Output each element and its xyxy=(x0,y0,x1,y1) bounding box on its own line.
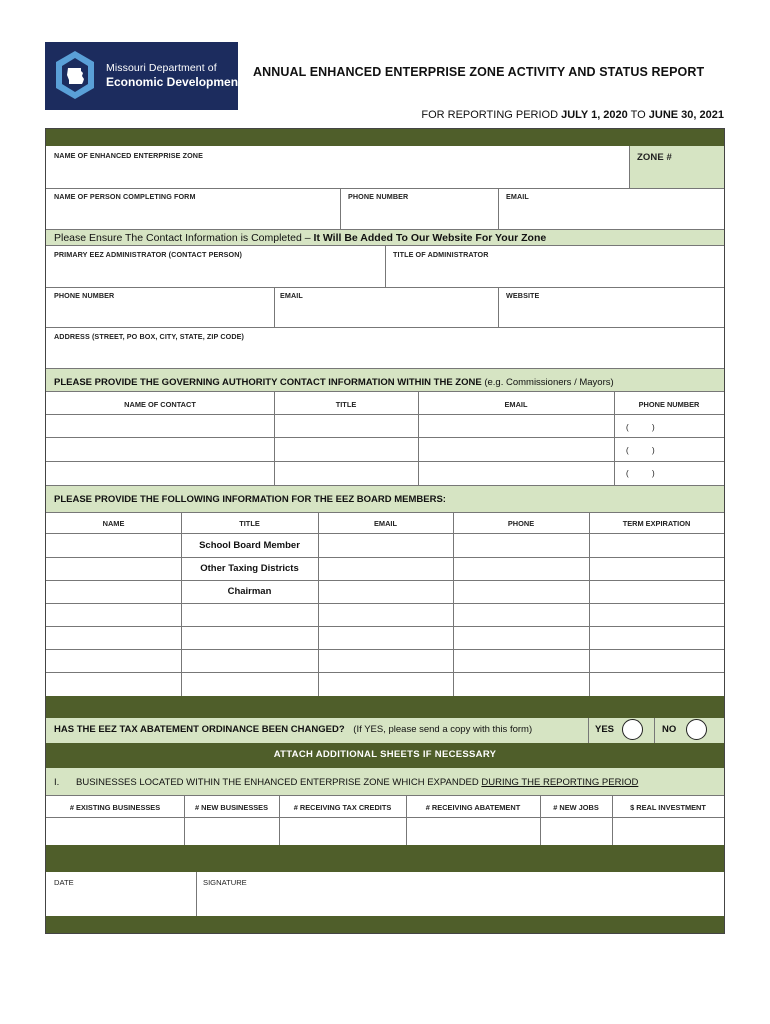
zone-name-field[interactable] xyxy=(46,146,629,188)
period-start: JULY 1, 2020 xyxy=(561,109,628,121)
top-bar xyxy=(46,129,724,146)
board-bottom-bar xyxy=(46,696,724,718)
gov-phone-open-3: ( xyxy=(626,469,629,478)
biz-col-tax-credits: # RECEIVING TAX CREDITS xyxy=(293,803,392,812)
zone-name-label: NAME OF ENHANCED ENTERPRISE ZONE xyxy=(54,151,203,160)
gov-phone-close-2: ) xyxy=(652,446,655,455)
missouri-state-icon xyxy=(45,42,105,110)
admin-email-label: EMAIL xyxy=(280,291,303,300)
gov-col-phone: PHONE NUMBER xyxy=(638,400,700,409)
businesses-heading-underlined: DURING THE REPORTING PERIOD xyxy=(481,777,639,788)
board-title-taxing: Other Taxing Districts xyxy=(200,563,299,574)
ordinance-yes-radio[interactable] xyxy=(622,719,643,740)
contact-notice-plain: Please Ensure The Contact Information is Completed – xyxy=(54,232,314,244)
board-col-phone: PHONE xyxy=(507,519,535,528)
admin-phone-label: PHONE NUMBER xyxy=(54,291,115,300)
address-label: ADDRESS (STREET, PO BOX, CITY, STATE, ZIP CODE) xyxy=(54,332,244,341)
admin-website-label: WEBSITE xyxy=(506,291,540,300)
admin-label: PRIMARY EEZ ADMINISTRATOR (CONTACT PERSON) xyxy=(54,250,243,259)
logo-text-line1: Missouri Department of xyxy=(106,62,217,74)
governing-heading-plain: (e.g. Commissioners / Mayors) xyxy=(481,377,614,388)
logo-text-line2: Economic Development xyxy=(106,75,243,89)
businesses-heading-text: BUSINESSES LOCATED WITHIN THE ENHANCED ENTERPRISE ZONE WHICH EXPANDED xyxy=(76,777,482,788)
attach-note: ATTACH ADDITIONAL SHEETS IF NECESSARY xyxy=(273,749,497,760)
period-prefix: FOR REPORTING PERIOD xyxy=(421,109,562,121)
contact-notice-bold: It Will Be Added To Our Website For Your Zone xyxy=(313,232,547,244)
ordinance-question-text: HAS THE EEZ TAX ABATEMENT ORDINANCE BEEN CHANGED? xyxy=(54,724,345,735)
report-form xyxy=(45,128,725,934)
gov-phone-open-2: ( xyxy=(626,446,629,455)
biz-col-new: # NEW BUSINESSES xyxy=(194,803,269,812)
completer-email-label: EMAIL xyxy=(506,192,529,201)
ordinance-question xyxy=(54,724,532,735)
gov-phone-open-1: ( xyxy=(626,423,629,432)
board-title-school: School Board Member xyxy=(199,540,300,551)
board-heading: PLEASE PROVIDE THE FOLLOWING INFORMATION FOR THE EEZ BOARD MEMBERS: xyxy=(54,494,446,505)
biz-col-abatement: # RECEIVING ABATEMENT xyxy=(425,803,521,812)
bottom-bar xyxy=(46,916,724,933)
gov-col-name: NAME OF CONTACT xyxy=(124,400,196,409)
signature-top-bar xyxy=(46,845,724,872)
ordinance-no-radio[interactable] xyxy=(686,719,707,740)
gov-phone-close-3: ) xyxy=(652,469,655,478)
biz-col-new-jobs: # NEW JOBS xyxy=(553,803,599,812)
signature-label: SIGNATURE xyxy=(203,878,247,887)
biz-col-investment: $ REAL INVESTMENT xyxy=(630,803,706,812)
board-col-term: TERM EXPIRATION xyxy=(622,519,691,528)
ordinance-note: (If YES, please send a copy with this form) xyxy=(353,724,533,735)
gov-col-title: TITLE xyxy=(335,400,357,409)
period-end: JUNE 30, 2021 xyxy=(648,109,724,121)
governing-heading xyxy=(54,377,614,388)
ordinance-no-label: NO xyxy=(662,724,677,735)
admin-title-label: TITLE OF ADMINISTRATOR xyxy=(393,250,489,259)
ordinance-yes-label: YES xyxy=(595,724,615,735)
contact-notice xyxy=(54,232,546,244)
report-title: ANNUAL ENHANCED ENTERPRISE ZONE ACTIVITY AND STATUS REPORT xyxy=(253,65,705,79)
businesses-number: I. xyxy=(54,777,60,788)
businesses-heading xyxy=(76,777,638,788)
zone-number-label: ZONE # xyxy=(637,152,672,163)
missouri-ded-logo xyxy=(45,42,243,110)
date-label: DATE xyxy=(54,878,74,887)
board-col-name: NAME xyxy=(102,519,125,528)
biz-col-existing: # EXISTING BUSINESSES xyxy=(69,803,161,812)
board-title-chairman: Chairman xyxy=(227,586,272,597)
completer-name-label: NAME OF PERSON COMPLETING FORM xyxy=(54,192,196,201)
governing-heading-bold: PLEASE PROVIDE THE GOVERNING AUTHORITY CONTACT INFORMATION WITHIN THE ZONE xyxy=(54,377,482,388)
completer-phone-label: PHONE NUMBER xyxy=(348,192,409,201)
period-mid: TO xyxy=(627,109,649,121)
board-col-email: EMAIL xyxy=(374,519,397,528)
board-col-title: TITLE xyxy=(239,519,260,528)
gov-col-email: EMAIL xyxy=(504,400,528,409)
reporting-period xyxy=(421,109,724,121)
gov-phone-close-1: ) xyxy=(652,423,655,432)
